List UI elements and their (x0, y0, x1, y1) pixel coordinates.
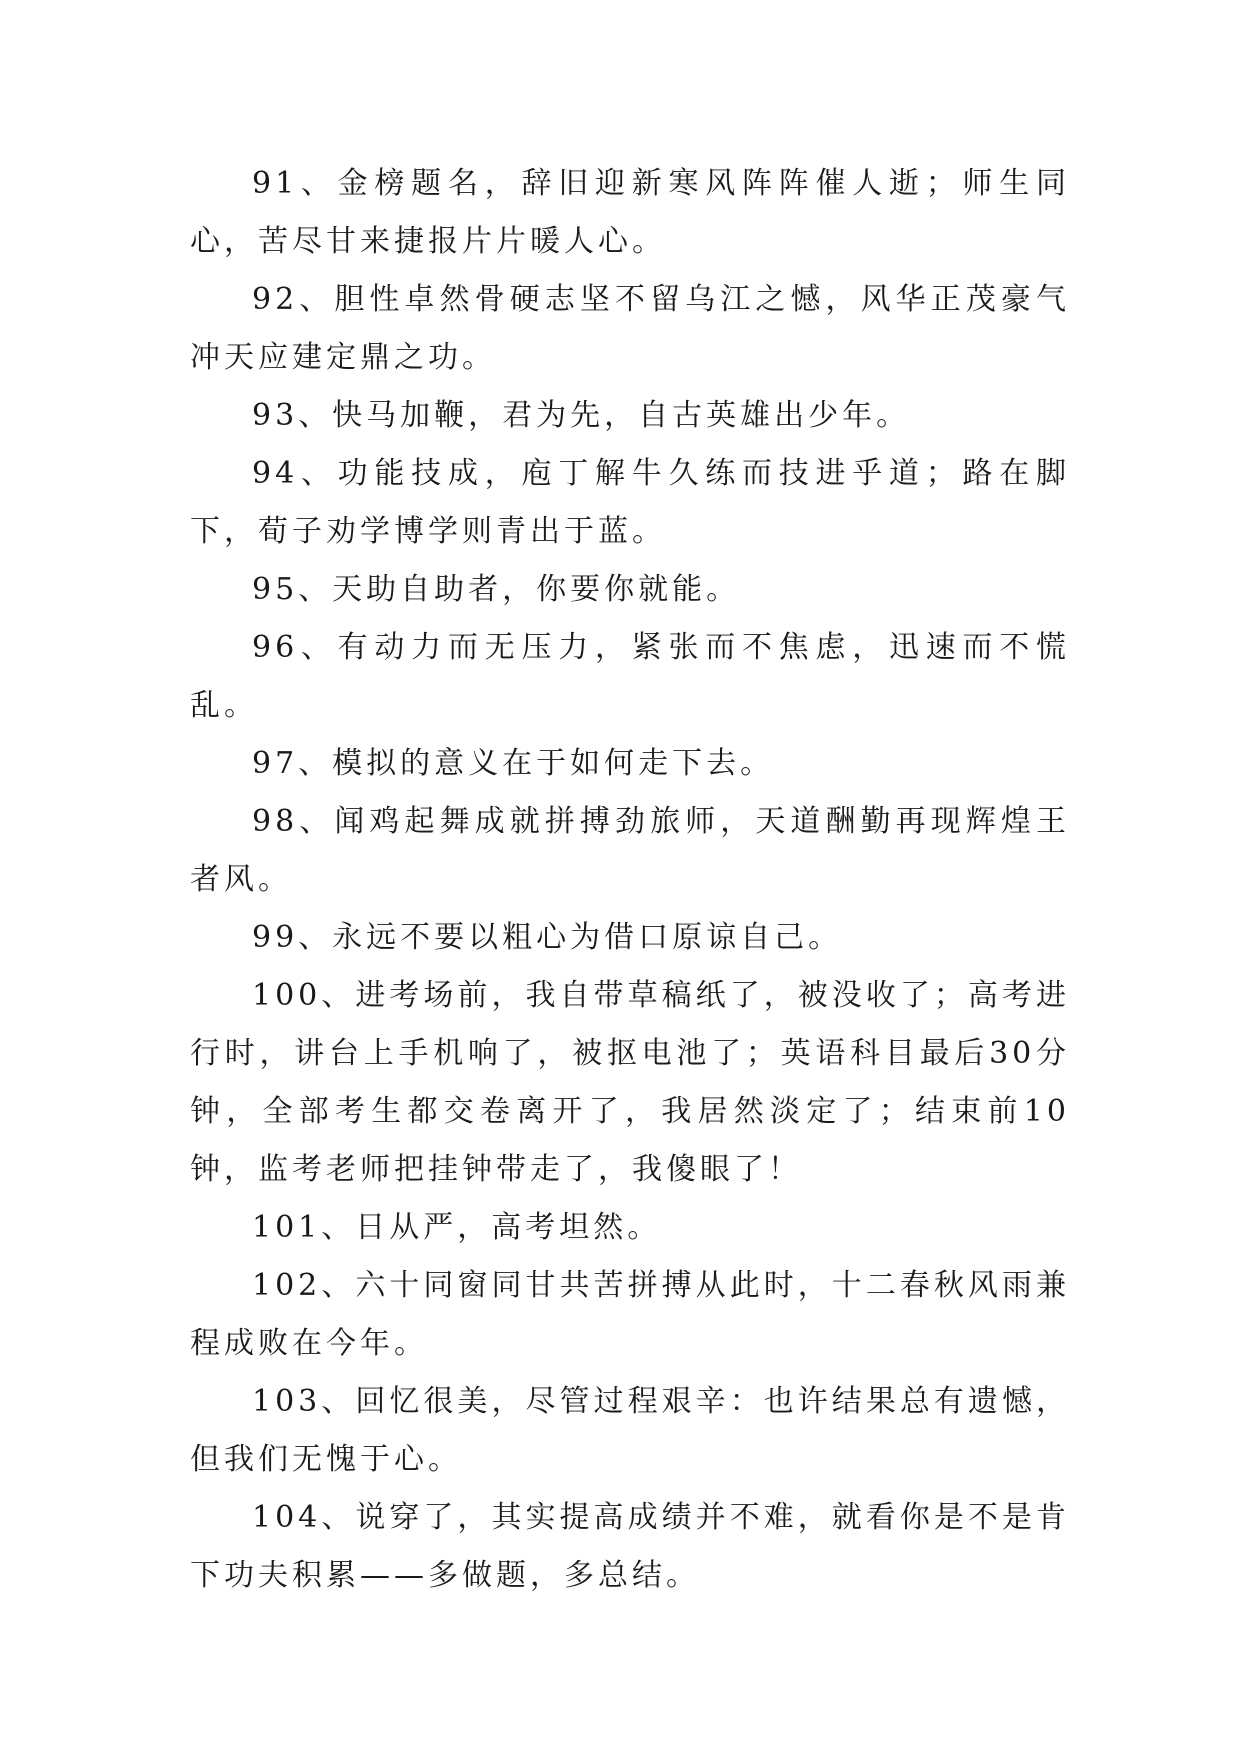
document-body (190, 155, 1070, 1605)
paragraph-102: 102、六十同窗同甘共苦拼搏从此时，十二春秋风雨兼程成败在今年。 (190, 1268, 1070, 1361)
paragraph-99: 99、永远不要以粗心为借口原谅自己。 (252, 920, 843, 955)
paragraph-104: 104、说穿了，其实提高成绩并不难，就看你是不是肯下功夫积累——多做题，多总结。 (190, 1500, 1070, 1593)
paragraph-100: 100、进考场前，我自带草稿纸了，被没收了；高考进行时，讲台上手机响了，被抠电池了；英语科目最后30分钟，全部考生都交卷离开了，我居然淡定了；结束前10钟，监考老师把挂钟带走了，我傻眼了！ (190, 978, 1070, 1187)
paragraph-97: 97、模拟的意义在于如何走下去。 (252, 746, 775, 781)
paragraph-93: 93、快马加鞭，君为先，自古英雄出少年。 (252, 398, 911, 433)
paragraph-101: 101、日从严，高考坦然。 (252, 1210, 662, 1245)
paragraph-103: 103、回忆很美，尽管过程艰辛：也许结果总有遗憾，但我们无愧于心。 (190, 1384, 1070, 1477)
paragraph-92: 92、胆性卓然骨硬志坚不留乌江之憾，风华正茂豪气冲天应建定鼎之功。 (190, 282, 1070, 375)
paragraph-95: 95、天助自助者，你要你就能。 (252, 572, 741, 607)
paragraph-98: 98、闻鸡起舞成就拼搏劲旅师，天道酬勤再现辉煌王者风。 (190, 804, 1070, 897)
paragraph-91: 91、金榜题名，辞旧迎新寒风阵阵催人逝；师生同心，苦尽甘来捷报片片暖人心。 (190, 166, 1070, 259)
paragraph-96: 96、有动力而无压力，紧张而不焦虑，迅速而不慌乱。 (190, 630, 1070, 723)
paragraph-94: 94、功能技成，庖丁解牛久练而技进乎道；路在脚下，荀子劝学博学则青出于蓝。 (190, 456, 1070, 549)
